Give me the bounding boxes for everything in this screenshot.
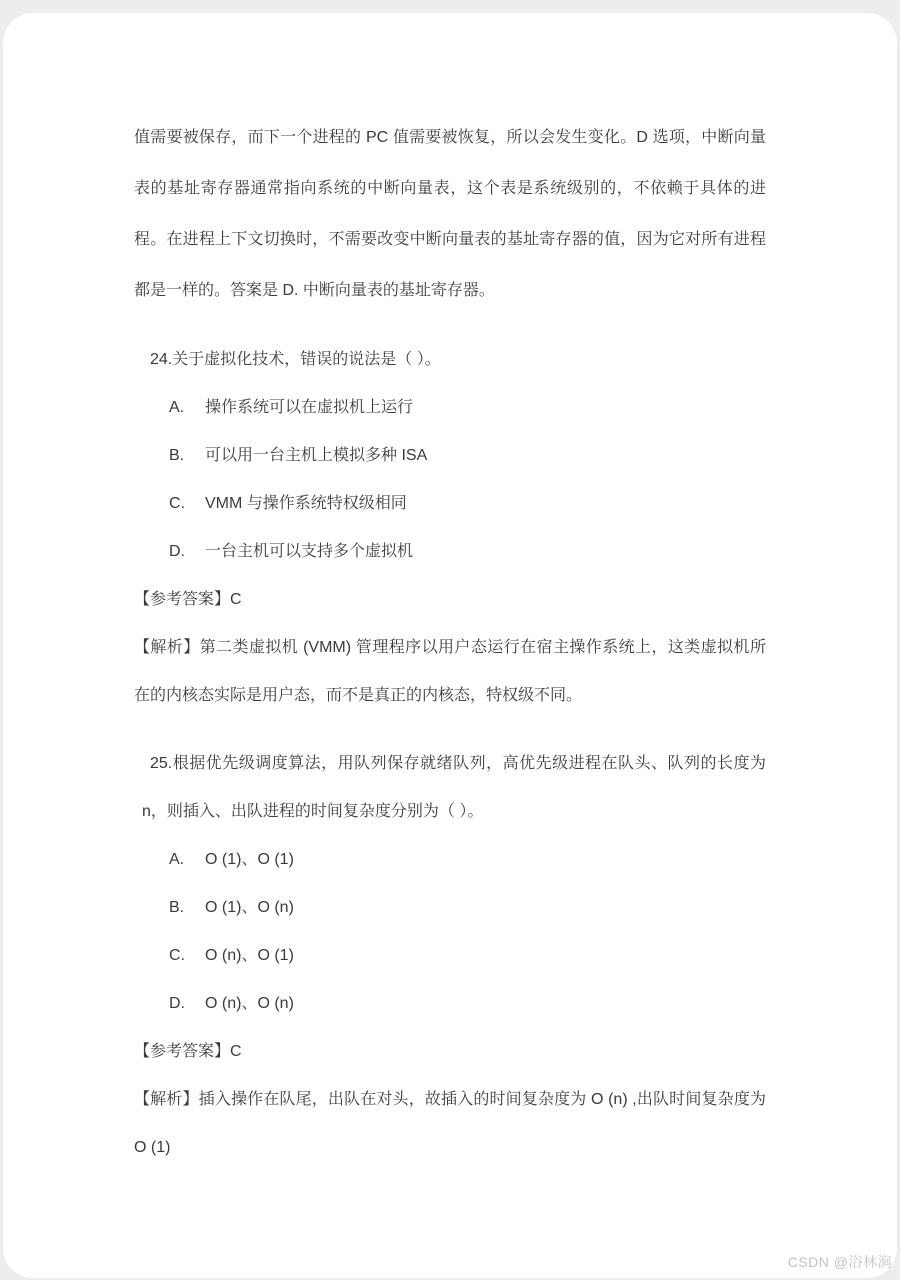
option-letter: D. xyxy=(169,543,185,560)
question-25-analysis xyxy=(134,1076,766,1172)
reference-answer-label: 【参考答案】 xyxy=(134,591,231,608)
csdn-watermark: CSDN @浴林涧 xyxy=(787,1254,892,1270)
reference-answer-label: 【参考答案】 xyxy=(134,1043,231,1060)
question-25 xyxy=(134,740,766,1172)
option-letter: D. xyxy=(169,995,185,1012)
option-letter: A. xyxy=(169,851,185,868)
option-text: O (n)、O (n) xyxy=(205,995,294,1012)
document-content xyxy=(134,112,766,1172)
question-24-option-d xyxy=(134,528,766,576)
reference-answer-value: C xyxy=(230,591,242,608)
option-letter: B. xyxy=(169,899,185,916)
question-24-number: 24. xyxy=(150,351,173,368)
option-text: 一台主机可以支持多个虚拟机 xyxy=(205,543,414,560)
question-24-reference-answer xyxy=(134,576,766,624)
question-25-stem-text: 根据优先级调度算法，用队列保存就绪队列，高优先级进程在队头、队列的长度为 n，则插入、出队进程的时间复杂度分别为（ ）。 xyxy=(142,755,766,820)
question-24 xyxy=(134,336,766,720)
intro-paragraph: 值需要被保存，而下一个进程的 PC 值需要被恢复，所以会发生变化。D 选项，中断向量表的基址寄存器通常指向系统的中断向量表，这个表是系统级别的，不依赖于具体的进程。在进程上下文切换时，不需要改变中断向量表的基址寄存器的值，因为它对所有进程都是一样的。答案是 D. 中断向量表的基址寄存器。 xyxy=(134,129,766,299)
option-letter: A. xyxy=(169,399,185,416)
question-24-stem xyxy=(134,336,766,384)
question-25-option-d xyxy=(134,980,766,1028)
option-text: 操作系统可以在虚拟机上运行 xyxy=(205,399,414,416)
question-25-number: 25. xyxy=(150,755,173,772)
option-letter: C. xyxy=(169,495,185,512)
question-24-option-b xyxy=(134,432,766,480)
option-text: O (1)、O (n) xyxy=(205,899,294,916)
analysis-label: 【解析】 xyxy=(134,639,200,656)
option-text: VMM 与操作系统特权级相同 xyxy=(205,495,407,512)
question-25-option-c xyxy=(134,932,766,980)
option-text: O (n)、O (1) xyxy=(205,947,294,964)
document-page-card xyxy=(3,13,897,1278)
analysis-text: 插入操作在队尾，出队在对头，故插入的时间复杂度为 O (n) ,出队时间复杂度为 O (1) xyxy=(134,1091,766,1156)
question-25-option-a xyxy=(134,836,766,884)
question-24-stem-text: 关于虚拟化技术，错误的说法是（ ）。 xyxy=(172,351,441,368)
question-25-reference-answer xyxy=(134,1028,766,1076)
option-text: 可以用一台主机上模拟多种 ISA xyxy=(205,447,428,464)
question-25-stem xyxy=(134,740,766,836)
option-text: O (1)、O (1) xyxy=(205,851,294,868)
option-letter: C. xyxy=(169,947,185,964)
option-letter: B. xyxy=(169,447,185,464)
question-24-option-c xyxy=(134,480,766,528)
question-24-option-a xyxy=(134,384,766,432)
question-24-analysis xyxy=(134,624,766,720)
question-25-option-b xyxy=(134,884,766,932)
analysis-label: 【解析】 xyxy=(134,1091,199,1108)
analysis-text: 第二类虚拟机 (VMM) 管理程序以用户态运行在宿主操作系统上，这类虚拟机所在的内核态实际是用户态，而不是真正的内核态，特权级不同。 xyxy=(134,639,766,704)
reference-answer-value: C xyxy=(230,1043,242,1060)
